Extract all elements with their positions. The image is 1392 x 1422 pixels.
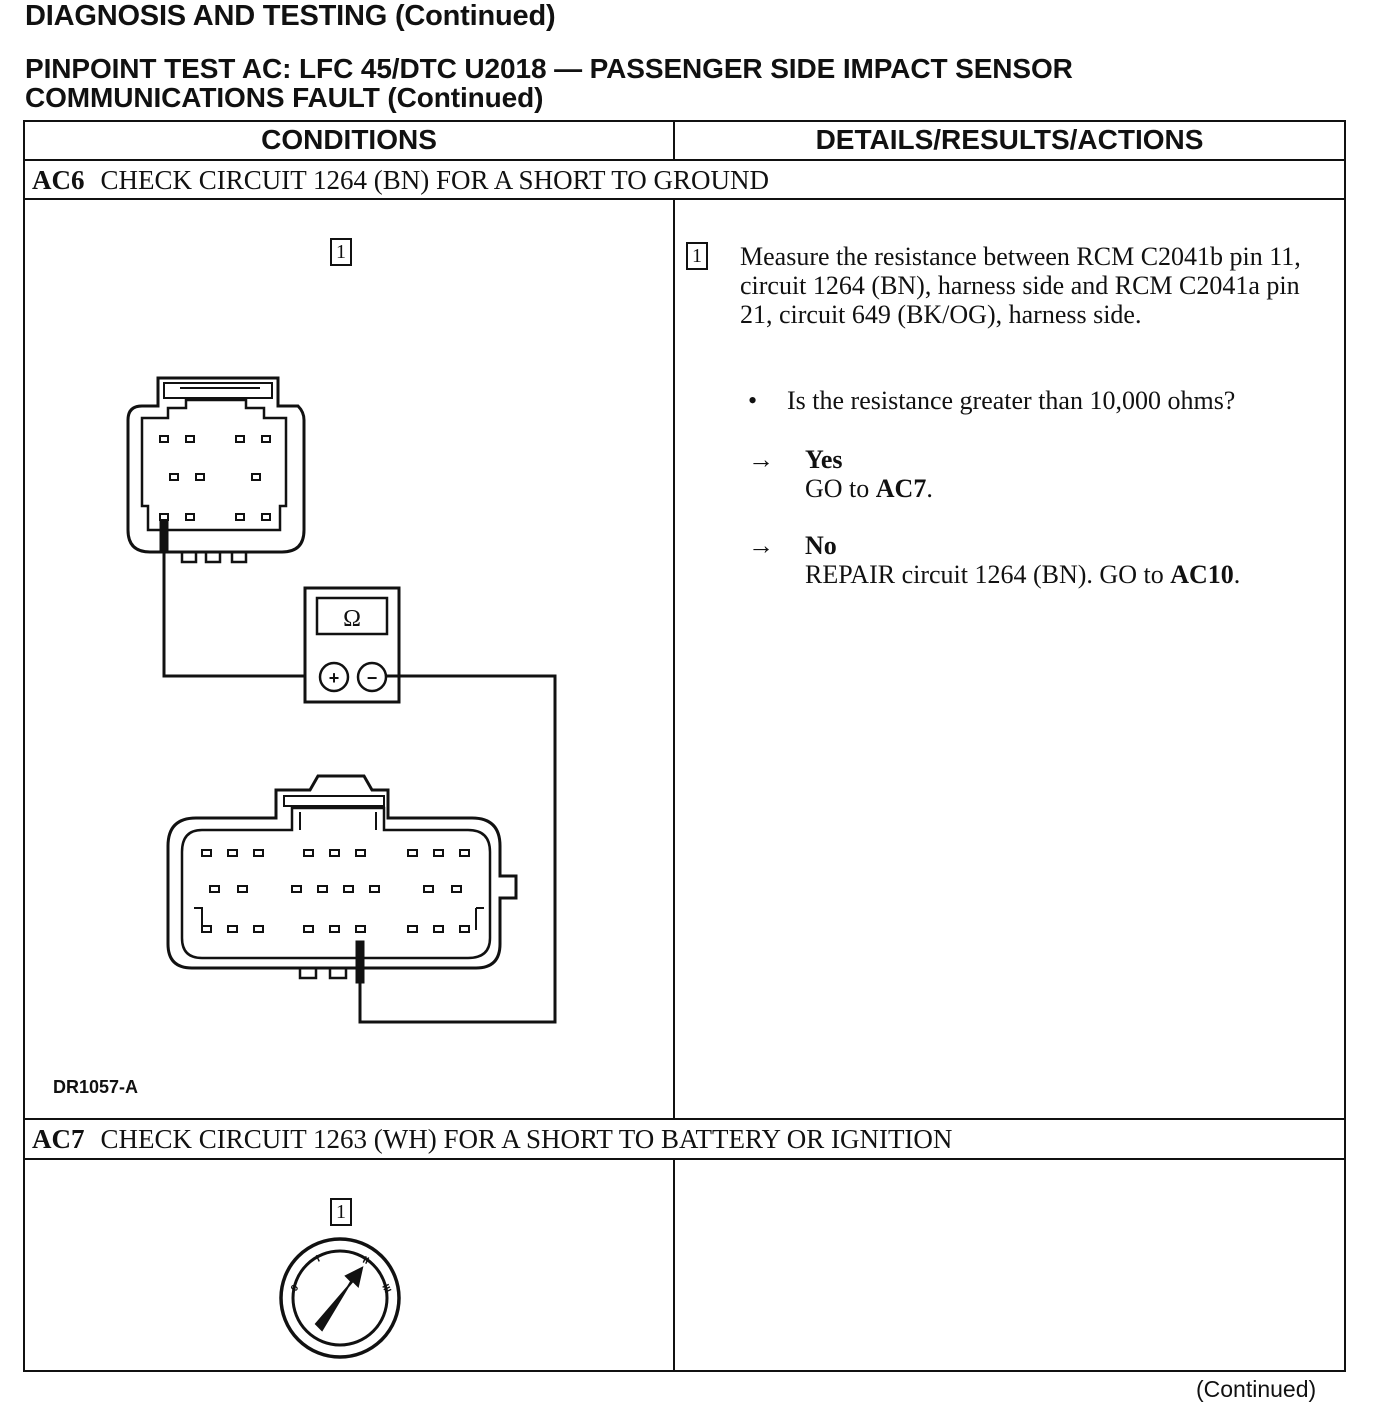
- plus-terminal: +: [328, 668, 340, 688]
- step-ac7-id: AC7: [32, 1124, 85, 1154]
- figure-id: DR1057-A: [53, 1077, 139, 1097]
- probe-lead: [360, 676, 555, 1022]
- step-ac6-id: AC6: [32, 165, 85, 195]
- no-label: No: [805, 531, 837, 560]
- no-action: REPAIR circuit 1264 (BN). GO to AC10.: [805, 560, 1241, 589]
- ignition-position-acc: I: [314, 1253, 322, 1265]
- conditions-column-header: CONDITIONS: [261, 124, 437, 155]
- page-title: DIAGNOSIS AND TESTING (Continued): [25, 0, 556, 32]
- yes-action: GO to AC7.: [805, 474, 933, 503]
- figure-step-number-box: 1: [330, 1198, 352, 1226]
- figure-step-number-box: 1: [330, 238, 352, 266]
- ignition-position-off: 0: [289, 1283, 302, 1294]
- no-arrow-icon: →: [748, 531, 774, 560]
- bullet: •: [748, 386, 758, 415]
- ignition-switch-icon: [281, 1239, 399, 1357]
- minus-terminal: −: [366, 668, 378, 688]
- ignition-position-start: III: [379, 1282, 393, 1295]
- pinpoint-test-title-line1: PINPOINT TEST AC: LFC 45/DTC U2018 — PASSENGER SIDE IMPACT SENSOR: [25, 53, 1073, 84]
- probe-tip: [357, 942, 363, 982]
- instruction-text: Measure the resistance between RCM C2041b pin 11, circuit 1264 (BN), harness side and RCM C2041a pin 21, circuit 649 (BK/OG), harness side.: [740, 242, 1301, 329]
- step-ac7-title: CHECK CIRCUIT 1263 (WH) FOR A SHORT TO BATTERY OR IGNITION: [100, 1124, 953, 1154]
- small-connector-icon: [128, 378, 304, 562]
- no-action-link[interactable]: AC10: [1170, 560, 1234, 589]
- detail-step-number-box: 1: [686, 242, 708, 270]
- continued-label: (Continued): [1196, 1376, 1317, 1402]
- yes-arrow-icon: →: [748, 445, 774, 474]
- probe-tip: [161, 522, 167, 552]
- large-connector-icon: [168, 776, 516, 978]
- question-text: Is the resistance greater than 10,000 ohms?: [787, 386, 1236, 415]
- ignition-position-run: II: [360, 1254, 371, 1268]
- step-ac6-title: CHECK CIRCUIT 1264 (BN) FOR A SHORT TO GROUND: [100, 165, 769, 195]
- ohm-symbol: Ω: [343, 606, 361, 632]
- details-column-header: DETAILS/RESULTS/ACTIONS: [815, 124, 1204, 155]
- yes-label: Yes: [805, 445, 843, 474]
- pinpoint-test-title-line2: COMMUNICATIONS FAULT (Continued): [25, 82, 544, 113]
- yes-action-link[interactable]: AC7: [875, 474, 927, 503]
